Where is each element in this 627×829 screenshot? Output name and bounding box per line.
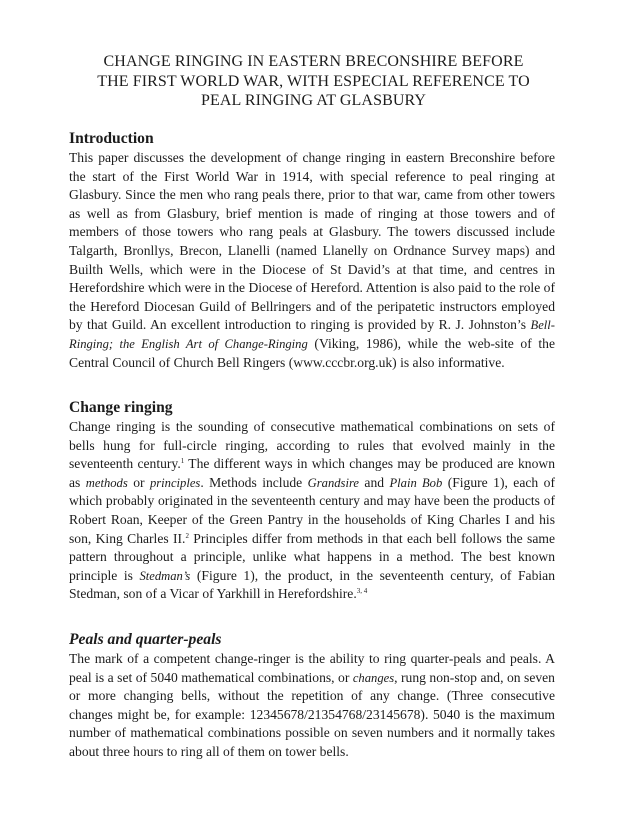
page-title [40, 52, 587, 111]
footnote-ref: 2 [185, 531, 189, 540]
footnote-ref: 3, 4 [356, 587, 368, 596]
cr-text: (Figure 1), each of which probably originated in the seventeenth century and may have been the products of Robert Roan, Keeper of the Green Pantry in the households of King Charles I and his son, King Charles II. [69, 474, 555, 546]
cr-text: Principles differ from methods in that each bell follows the same pattern throughout a principle, unlike what happens in a method. The best known principle is [69, 530, 555, 583]
peals-paragraph [69, 650, 555, 762]
cr-text: The different ways in which changes may be produced are known as [69, 456, 555, 490]
cr-term: Plain Bob [389, 475, 443, 490]
cr-term: principles [149, 475, 201, 490]
peals-heading: Peals and quarter-peals [69, 631, 222, 648]
cr-term: methods [85, 475, 128, 490]
footnote-ref: 1 [180, 457, 185, 466]
title-line-3: PEAL RINGING AT GLASBURY [200, 92, 427, 110]
cr-text: . Methods include [200, 474, 308, 490]
cr-term: Grandsire [307, 475, 359, 490]
cr-text: or [127, 474, 150, 490]
change-ringing-paragraph [69, 418, 555, 604]
peals-term: changes [352, 670, 395, 685]
cr-text: Change ringing is the sounding of consecutive mathematical combinations on sets of bells hung for full-circle ringing, according to rules that evolved mainly in the seventeenth century. [69, 419, 555, 472]
change-ringing-section [69, 398, 555, 604]
book-title: Bell-Ringing; the English Art of Change-Ringing [69, 318, 555, 351]
introduction-paragraph [69, 149, 555, 372]
introduction-heading: Introduction [69, 130, 154, 147]
title-line-1: CHANGE RINGING IN EASTERN BRECONSHIRE BEFORE [103, 53, 524, 70]
introduction-section [69, 129, 555, 372]
peals-text: The mark of a competent change-ringer is the ability to ring quarter-peals and peals. A peal is a set of 5040 mathematical combinations, or [69, 651, 555, 685]
cr-text: and [358, 474, 390, 490]
introduction-text: This paper discusses the development of change ringing in eastern Breconshire before the start of the First World War in 1914, with special reference to peal ringing at Glasbury. Since the men who rang peals there, prior to that war, came from other towers as well as from Glasbury, brief mention is made of ringing at those towers and of members of those towers who rang peals at Glasbury. The towers discussed include Talgarth, Bronllys, Brecon, Llanelli (named Llanelly on Ordnance Survey maps) and Builth Wells, which were in the Diocese of St David’s at that time, and centres in Herefordshire which were in the Diocese of Hereford. Attention is also paid to the role of the Hereford Diocesan Guild of Bellringers and of the peripatetic instructors employed by that Guild. An excellent introduction to ringing is provided by R. J. Johnston’s [69, 150, 555, 333]
title-line-2: THE FIRST WORLD WAR, WITH ESPECIAL REFERENCE TO [97, 72, 530, 90]
cr-text: (Figure 1), the product, in the seventeenth century, of Fabian Stedman, son of a Vicar of Yarkhill in Herefordshire. [69, 567, 555, 602]
introduction-text-end: (Viking, 1986), while the web-site of the Central Council of Church Bell Ringers (www.cccbr.org.uk) is also informative. [69, 335, 556, 370]
change-ringing-heading: Change ringing [69, 399, 173, 416]
peals-text: , rung non-stop and, on seven or more changing bells, without the repetition of any change. (Three consecutive changes might be, for example: 12345678/21354768/23145678). 5040 is the maximum number of mathematical combinations possible on seven numbers and it normally takes about three hours to ring all of them on tower bells. [69, 669, 555, 759]
cr-term: Stedman’s [139, 568, 191, 583]
peals-section [69, 630, 555, 762]
